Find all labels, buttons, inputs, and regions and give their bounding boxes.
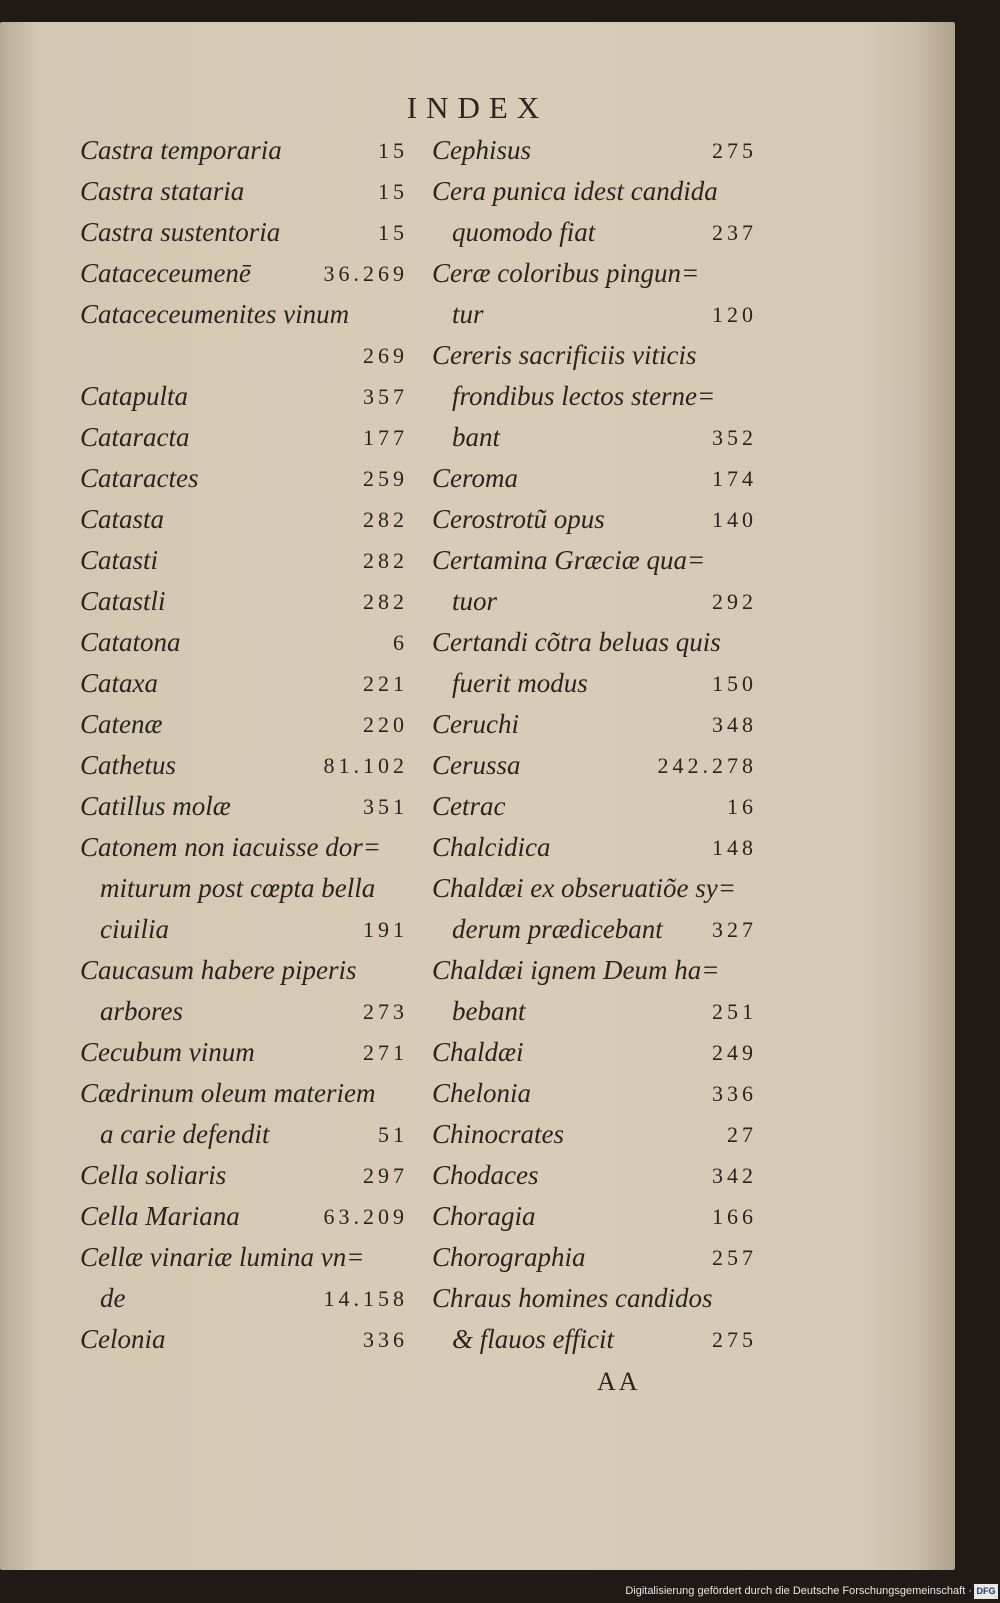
index-term: tuor (452, 586, 498, 616)
index-term: Cataxa (80, 668, 158, 698)
index-entry (80, 212, 408, 253)
index-term: fuerit modus (452, 668, 588, 698)
index-term: Castra stataria (80, 176, 245, 206)
index-term: Celonia (80, 1324, 166, 1354)
index-entry (432, 622, 757, 663)
page-reference: 242.278 (657, 753, 757, 778)
page-reference: 15 (378, 138, 408, 163)
page-reference: 237 (712, 220, 757, 245)
index-entry (80, 1319, 408, 1360)
page-reference: 327 (712, 917, 757, 942)
index-term: Cataceceumenē (80, 258, 251, 288)
index-entry (432, 950, 757, 991)
page-reference: 282 (363, 548, 408, 573)
index-entry (80, 950, 408, 991)
index-term: Ceruchi (432, 709, 519, 739)
index-term: Chaldæi (432, 1037, 524, 1067)
index-term: Chalcidica (432, 832, 551, 862)
page-reference: 282 (363, 507, 408, 532)
index-term: bebant (452, 996, 526, 1026)
index-entry (432, 540, 757, 581)
index-entry (80, 171, 408, 212)
index-term: Certandi cõtra beluas quis (432, 627, 721, 657)
index-column-right (432, 130, 757, 1360)
index-term: Chelonia (432, 1078, 531, 1108)
index-entry (80, 1237, 408, 1278)
index-entry (80, 335, 408, 376)
page-reference: 15 (378, 220, 408, 245)
index-entry (432, 1073, 757, 1114)
index-entry (80, 745, 408, 786)
index-entry (432, 171, 757, 212)
index-term: Caucasum habere piperis (80, 955, 357, 985)
page-reference: 166 (712, 1204, 757, 1229)
index-entry (432, 212, 757, 253)
page-reference: 259 (363, 466, 408, 491)
index-entry (80, 253, 408, 294)
page-reference: 352 (712, 425, 757, 450)
page-reference: 15 (378, 179, 408, 204)
index-entry (432, 786, 757, 827)
index-term: Chaldæi ex obseruatiõe sy= (432, 873, 736, 903)
book-page (0, 22, 955, 1570)
index-term: Catenæ (80, 709, 163, 739)
index-entry (80, 417, 408, 458)
index-term: Cataceceumenites vinum (80, 299, 350, 329)
page-edge-shadow (915, 22, 955, 1570)
dfg-logo: DFG (974, 1584, 998, 1599)
index-term: miturum post cœpta bella (100, 873, 376, 903)
page-reference: 174 (712, 466, 757, 491)
index-entry (80, 827, 408, 868)
index-term: Castra sustentoria (80, 217, 281, 247)
index-term: Catatona (80, 627, 181, 657)
page-reference: 269 (363, 343, 408, 368)
page-reference: 140 (712, 507, 757, 532)
page-reference: 51 (378, 1122, 408, 1147)
index-entry (432, 253, 757, 294)
index-entry (432, 581, 757, 622)
index-entry (80, 1032, 408, 1073)
index-entry (432, 909, 757, 950)
index-term: Cereris sacrificiis viticis (432, 340, 697, 370)
index-entry (80, 786, 408, 827)
index-entry (432, 1237, 757, 1278)
page-reference: 14.158 (323, 1286, 408, 1311)
page-reference: 297 (363, 1163, 408, 1188)
index-entry (80, 1155, 408, 1196)
index-term: Ceroma (432, 463, 518, 493)
index-entry (432, 458, 757, 499)
index-term: Cephisus (432, 135, 532, 165)
page-reference: 275 (712, 138, 757, 163)
page-reference: 273 (363, 999, 408, 1024)
index-entry (432, 745, 757, 786)
index-term: Chraus homines candidos (432, 1283, 713, 1313)
index-term: Chaldæi ignem Deum ha= (432, 955, 720, 985)
index-entry (432, 335, 757, 376)
index-term: Cera punica idest candida (432, 176, 718, 206)
page-reference: 275 (712, 1327, 757, 1352)
page-reference: 220 (363, 712, 408, 737)
index-entry (432, 130, 757, 171)
index-term: Cerostrotũ opus (432, 504, 605, 534)
digitization-credit: Digitalisierung gefördert durch die Deutsche Forschungsgemeinschaft · (625, 1585, 972, 1597)
index-entry (80, 540, 408, 581)
index-term: Catasti (80, 545, 159, 575)
index-entry (432, 499, 757, 540)
index-term: arbores (100, 996, 184, 1026)
page-reference: 27 (727, 1122, 757, 1147)
index-entry (432, 868, 757, 909)
index-entry (80, 704, 408, 745)
index-term: frondibus lectos sterne= (452, 381, 716, 411)
index-entry (432, 991, 757, 1032)
index-entry (80, 1073, 408, 1114)
index-term: Cædrinum oleum materiem (80, 1078, 376, 1108)
page-reference: 251 (712, 999, 757, 1024)
index-term: Cella Mariana (80, 1201, 240, 1231)
index-term: Chodaces (432, 1160, 539, 1190)
index-entry (80, 294, 408, 335)
index-term: Cathetus (80, 750, 177, 780)
index-entry (80, 622, 408, 663)
index-entry (80, 1114, 408, 1155)
index-term: Cataractes (80, 463, 199, 493)
page-header: INDEX (406, 90, 549, 125)
page-reference: 257 (712, 1245, 757, 1270)
page-reference: 191 (363, 917, 408, 942)
index-entry (432, 1196, 757, 1237)
index-entry (432, 294, 757, 335)
page-reference: 63.209 (323, 1204, 408, 1229)
page-reference: 120 (712, 302, 757, 327)
page-reference: 150 (712, 671, 757, 696)
index-term: Cellæ vinariæ lumina vn= (80, 1242, 365, 1272)
index-term: Chorographia (432, 1242, 586, 1272)
index-term: a carie defendit (100, 1119, 270, 1149)
index-term: Catillus molæ (80, 791, 231, 821)
page-reference: 271 (363, 1040, 408, 1065)
page-reference: 357 (363, 384, 408, 409)
page-reference: 282 (363, 589, 408, 614)
index-entry (432, 663, 757, 704)
page-reference: 6 (393, 630, 408, 655)
index-entry (80, 458, 408, 499)
index-term: Cecubum vinum (80, 1037, 255, 1067)
index-entry (80, 499, 408, 540)
index-entry (432, 376, 757, 417)
index-entry (80, 868, 408, 909)
index-term: Cella soliaris (80, 1160, 227, 1190)
page-reference: 81.102 (323, 753, 408, 778)
index-term: Catasta (80, 504, 165, 534)
page-reference: 249 (712, 1040, 757, 1065)
page-reference: 342 (712, 1163, 757, 1188)
page-reference: 292 (712, 589, 757, 614)
index-entry (432, 1278, 757, 1319)
index-term: quomodo fiat (452, 217, 596, 247)
page-reference: 336 (712, 1081, 757, 1106)
index-entry (432, 1032, 757, 1073)
index-term: Catastli (80, 586, 166, 616)
index-entry (80, 1278, 408, 1319)
index-term: derum prædicebant (452, 914, 663, 944)
signature-mark: AA (597, 1367, 641, 1396)
page-reference: 351 (363, 794, 408, 819)
index-term: Castra temporaria (80, 135, 282, 165)
index-entry (80, 376, 408, 417)
index-entry (432, 1114, 757, 1155)
index-entry (80, 663, 408, 704)
index-entry (80, 130, 408, 171)
index-term: Cataracta (80, 422, 190, 452)
index-term: bant (452, 422, 501, 452)
index-entry (80, 991, 408, 1032)
index-entry (432, 417, 757, 458)
index-term: Cetrac (432, 791, 506, 821)
index-term: de (100, 1283, 126, 1313)
index-term: Certamina Græciæ qua= (432, 545, 706, 575)
index-term: ciuilia (100, 914, 169, 944)
index-entry (80, 909, 408, 950)
index-term: Choragia (432, 1201, 536, 1231)
index-entry (432, 1319, 757, 1360)
index-term: tur (452, 299, 484, 329)
page-reference: 177 (363, 425, 408, 450)
index-entry (432, 1155, 757, 1196)
index-term: & flauos efficit (452, 1324, 614, 1354)
index-entry (432, 704, 757, 745)
index-term: Ceræ coloribus pingun= (432, 258, 700, 288)
index-term: Catonem non iacuisse dor= (80, 832, 381, 862)
index-entry (80, 1196, 408, 1237)
index-term: Cerussa (432, 750, 521, 780)
page-reference: 336 (363, 1327, 408, 1352)
page-reference: 348 (712, 712, 757, 737)
page-reference: 148 (712, 835, 757, 860)
page-reference: 36.269 (323, 261, 408, 286)
page-reference: 221 (363, 671, 408, 696)
index-column-left (80, 130, 408, 1360)
index-term: Chinocrates (432, 1119, 564, 1149)
index-entry (80, 581, 408, 622)
page-reference: 16 (727, 794, 757, 819)
index-term: Catapulta (80, 381, 189, 411)
index-entry (432, 827, 757, 868)
